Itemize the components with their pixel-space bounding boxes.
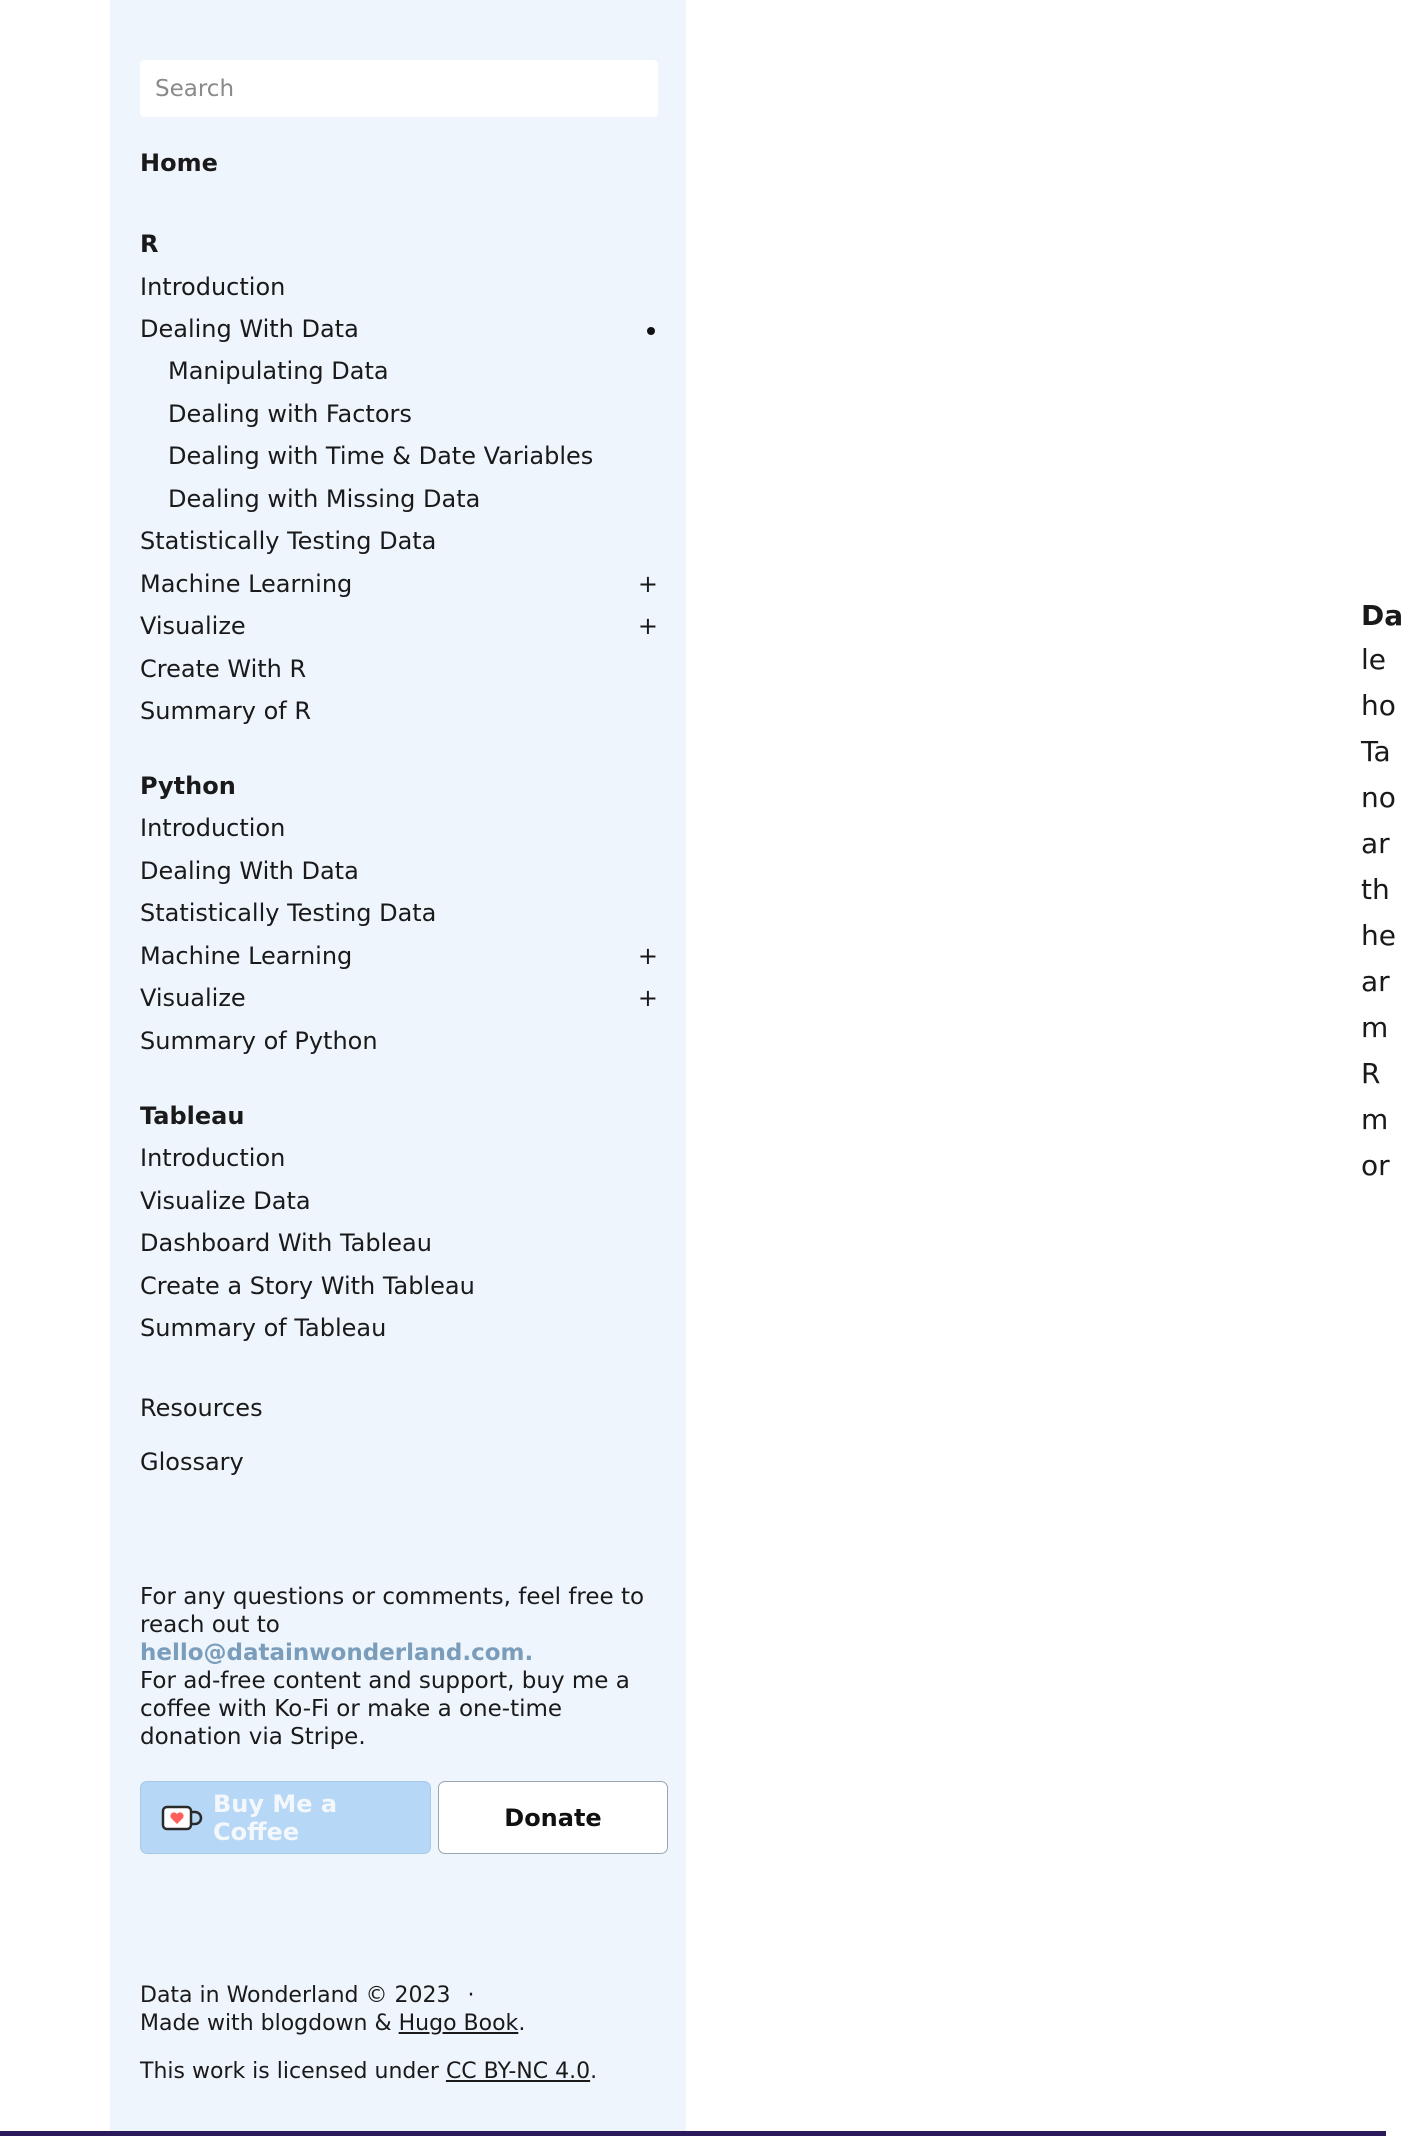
content-fragment: R [1361,1057,1381,1090]
buy-me-a-coffee-button[interactable] [140,1781,431,1854]
nav-r-introduction[interactable]: Introduction [140,273,286,301]
content-fragment: m [1361,1011,1389,1044]
donate-button[interactable]: Donate [438,1781,668,1854]
section-heading-python: Python [140,772,236,800]
sidebar [110,0,686,2131]
content-fragment: ho [1361,689,1396,722]
footer-separator: · [467,1983,475,2008]
footer-license [140,2058,597,2085]
expand-icon[interactable]: + [637,942,658,970]
nav-tableau-introduction[interactable]: Introduction [140,1144,286,1172]
active-page-dot [647,327,655,335]
footer-copyright: Data in Wonderland © 2023 [140,1983,451,2008]
footer-license-text: This work is licensed under [140,2059,439,2084]
content-fragment: he [1361,919,1396,952]
expand-icon[interactable]: + [637,984,658,1012]
nav-glossary[interactable]: Glossary [140,1448,244,1476]
search-input[interactable] [140,60,658,117]
contact-email-link[interactable]: hello@datainwonderland.com. [140,1640,534,1666]
contact-message: For any questions or comments, feel free to reach out to [140,1584,645,1638]
nav-r-dealing-with-data[interactable]: Dealing With Data [140,315,359,343]
nav-tableau-summary[interactable]: Summary of Tableau [140,1314,387,1342]
expand-icon[interactable]: + [637,570,658,598]
nav-home[interactable]: Home [140,149,218,177]
nav-python-visualize[interactable]: Visualize [140,984,246,1012]
coffee-button-label: Buy Me a Coffee [213,1789,338,1846]
content-fragment: or [1361,1149,1390,1182]
nav-python-machine-learning[interactable]: Machine Learning [140,942,353,970]
content-fragment: th [1361,873,1390,906]
contact-text [140,1583,660,1667]
content-fragment: ar [1361,965,1390,998]
hugo-book-link[interactable]: Hugo Book [398,2011,519,2036]
content-fragment: Da [1361,599,1403,632]
expand-icon[interactable]: + [637,612,658,640]
nav-r-statistically-testing-data[interactable]: Statistically Testing Data [140,527,437,555]
nav-python-summary[interactable]: Summary of Python [140,1027,378,1055]
section-heading-r: R [140,230,159,258]
content-fragment: m [1361,1103,1389,1136]
footer-period: . [518,2011,526,2036]
nav-python-introduction[interactable]: Introduction [140,814,286,842]
footer-made-with-text: Made with blogdown & [140,2011,392,2036]
content-fragment: Ta [1361,735,1391,768]
footer-made-with [140,2010,525,2037]
nav-r-machine-learning[interactable]: Machine Learning [140,570,353,598]
nav-python-dealing-with-data[interactable]: Dealing With Data [140,857,359,885]
content-fragment: ar [1361,827,1390,860]
bottom-border [0,2131,1386,2136]
nav-tableau-visualize-data[interactable]: Visualize Data [140,1187,311,1215]
main-content-clipped [1361,595,1403,1189]
nav-resources[interactable]: Resources [140,1394,263,1422]
nav-r-dealing-with-factors[interactable]: Dealing with Factors [168,400,412,428]
footer-copyright-line [140,1982,474,2009]
footer-period: . [590,2059,598,2084]
nav-r-missing-data[interactable]: Dealing with Missing Data [168,485,481,513]
nav-tableau-create-story[interactable]: Create a Story With Tableau [140,1272,475,1300]
nav-r-create-with-r[interactable]: Create With R [140,655,307,683]
support-text: For ad-free content and support, buy me a coffee with Ko-Fi or make a one-time donation via Stripe. [140,1668,630,1750]
nav-r-manipulating-data[interactable]: Manipulating Data [168,357,389,385]
nav-r-summary[interactable]: Summary of R [140,697,312,725]
content-fragment: no [1361,781,1396,814]
content-fragment: le [1361,643,1387,676]
coffee-cup-icon [161,1804,203,1832]
license-link[interactable]: CC BY-NC 4.0 [445,2059,591,2084]
nav-python-statistically-testing-data[interactable]: Statistically Testing Data [140,899,437,927]
section-heading-tableau: Tableau [140,1102,245,1130]
nav-tableau-dashboard[interactable]: Dashboard With Tableau [140,1229,432,1257]
nav-r-time-date-variables[interactable]: Dealing with Time & Date Variables [168,442,594,470]
nav-r-visualize[interactable]: Visualize [140,612,246,640]
